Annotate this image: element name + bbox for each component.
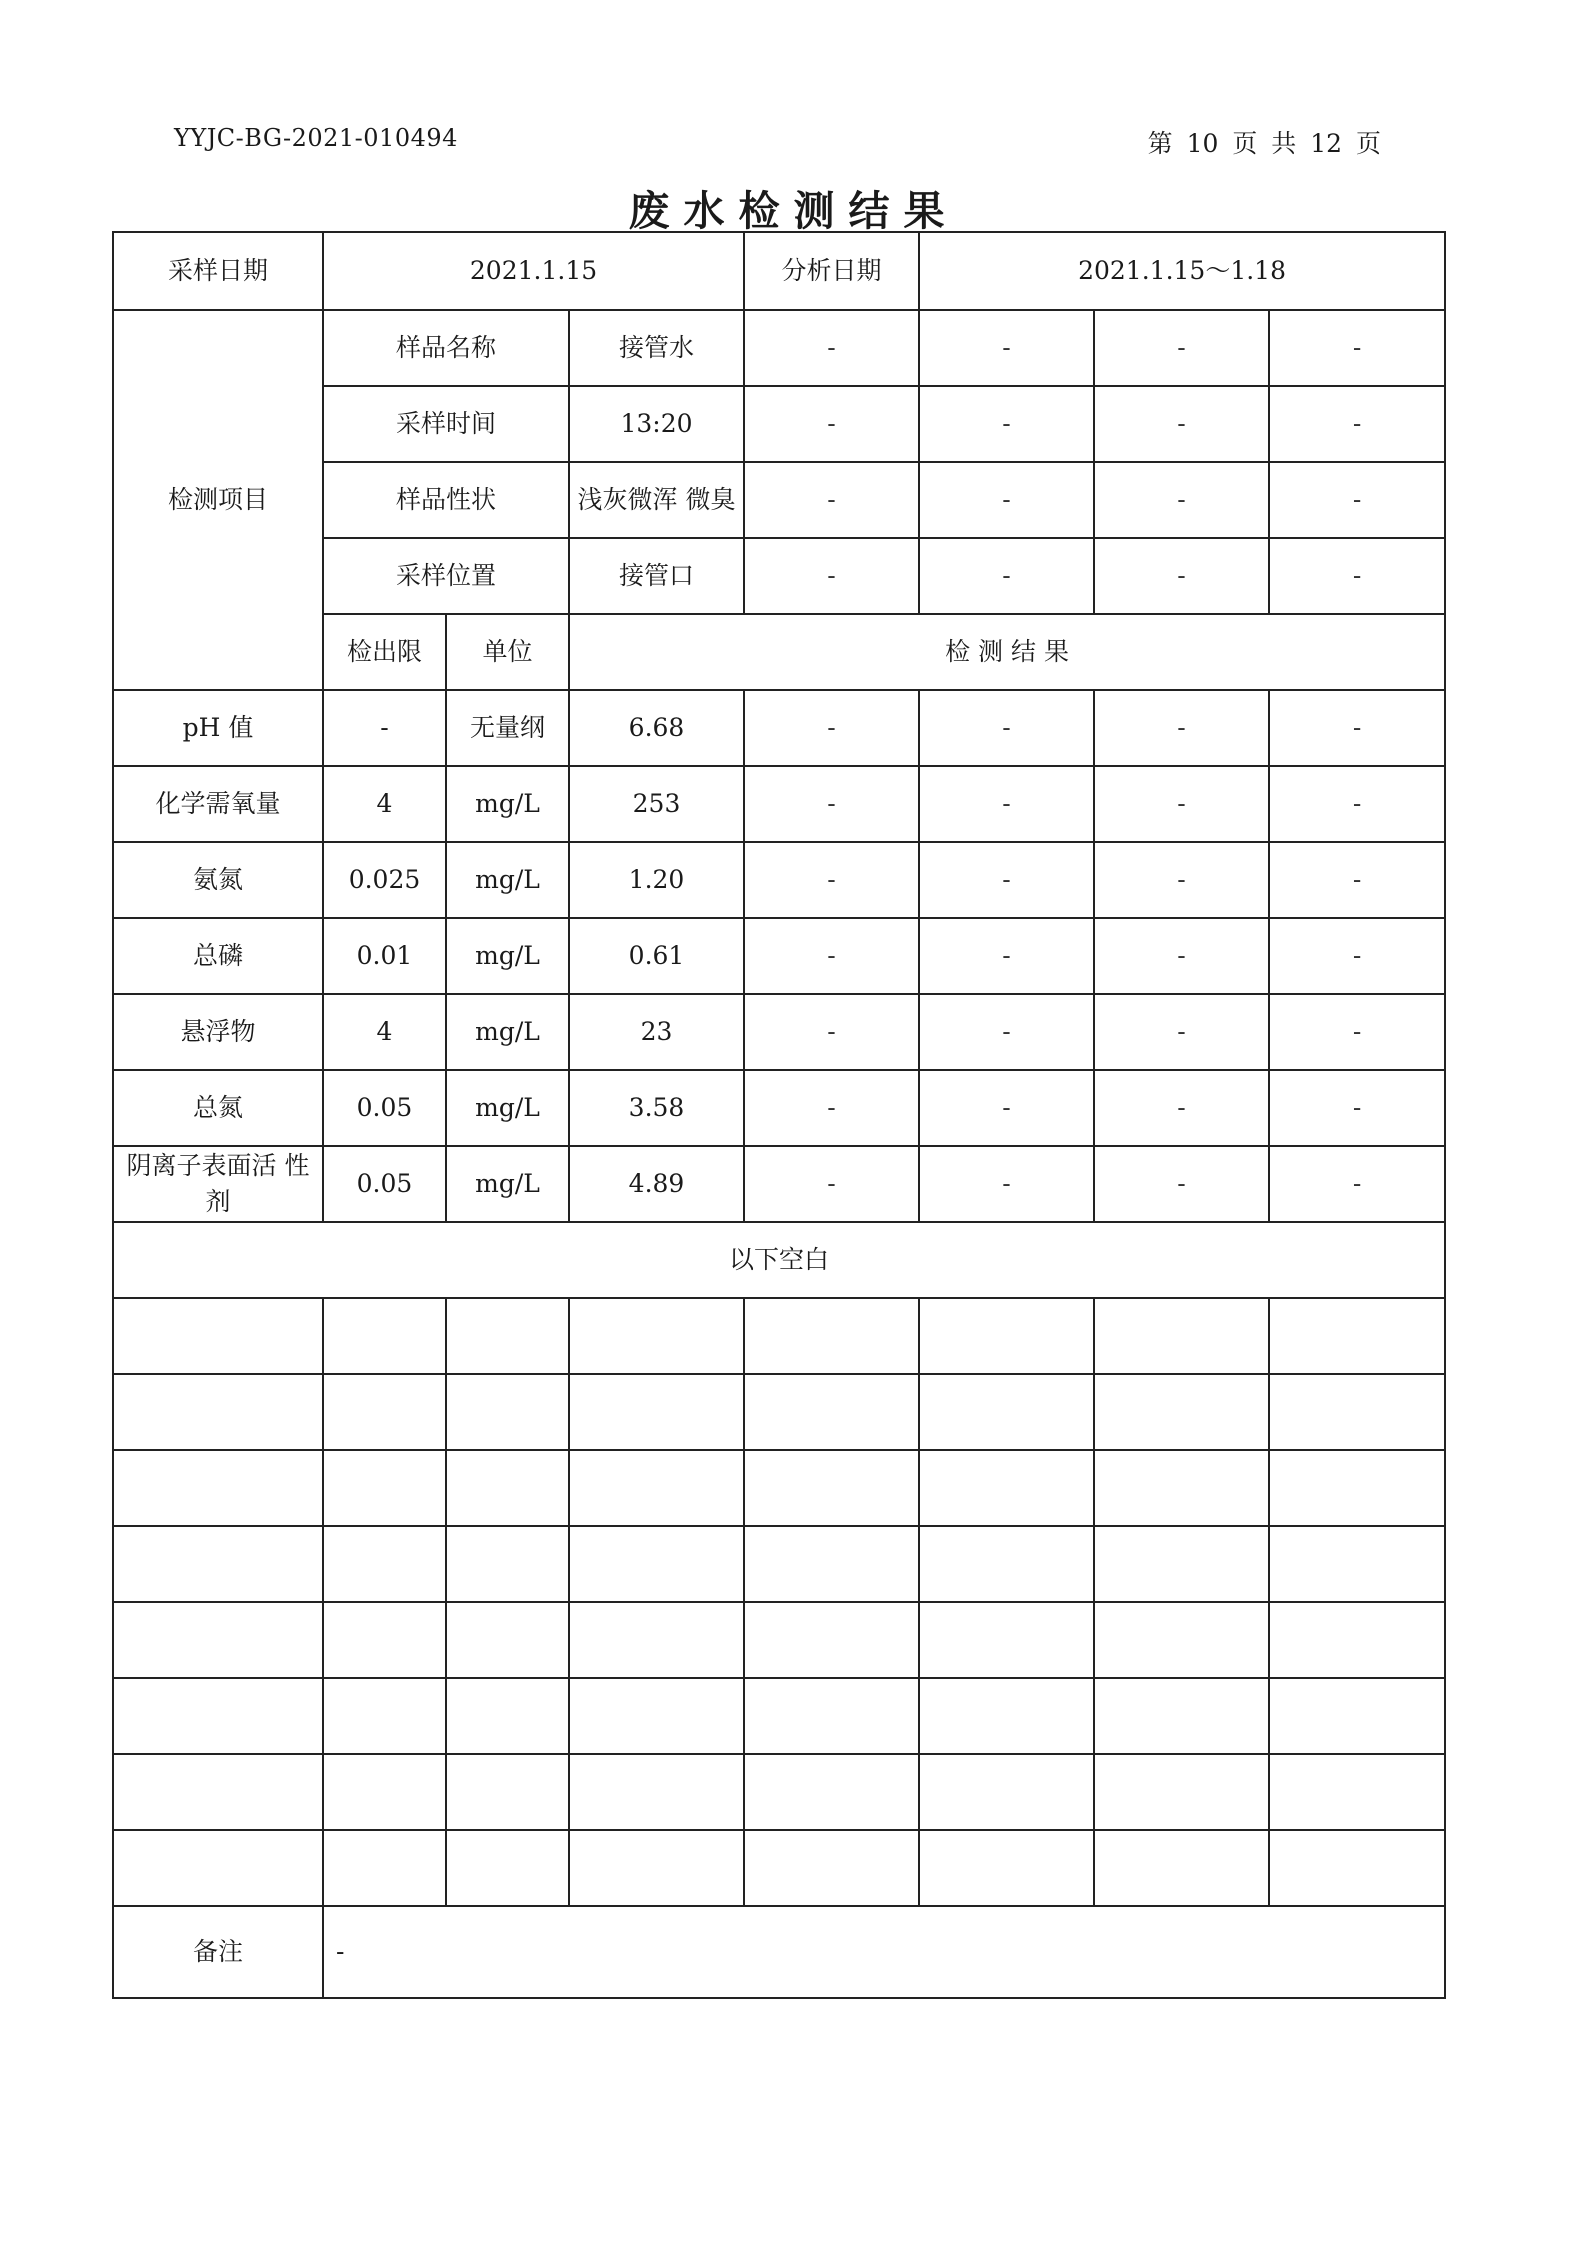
result-value: 4.89 xyxy=(569,1146,744,1222)
col-unit-header: 单位 xyxy=(446,614,569,690)
empty-dash-cell: - xyxy=(1269,842,1445,918)
empty-dash-cell: - xyxy=(1094,766,1269,842)
empty-dash-cell: - xyxy=(1269,538,1445,614)
empty-dash-cell: - xyxy=(1269,386,1445,462)
sampling-date-value: 2021.1.15 xyxy=(323,232,744,310)
result-item-name: 阴离子表面活 性剂 xyxy=(113,1146,323,1222)
empty-cell xyxy=(1269,1830,1445,1906)
sample-field-label: 样品性状 xyxy=(323,462,569,538)
empty-cell xyxy=(446,1830,569,1906)
empty-row xyxy=(113,1374,1445,1450)
empty-dash-cell: - xyxy=(744,1070,919,1146)
empty-cell xyxy=(744,1602,919,1678)
result-row xyxy=(113,690,1445,766)
result-unit: mg/L xyxy=(446,1070,569,1146)
result-item-name: 氨氮 xyxy=(113,842,323,918)
empty-dash-cell: - xyxy=(744,1146,919,1222)
empty-cell xyxy=(323,1602,446,1678)
empty-row xyxy=(113,1450,1445,1526)
empty-cell xyxy=(1094,1678,1269,1754)
empty-cell xyxy=(919,1298,1094,1374)
date-row xyxy=(113,232,1445,310)
empty-cell xyxy=(113,1602,323,1678)
empty-cell xyxy=(446,1374,569,1450)
result-detection-limit: 0.05 xyxy=(323,1070,446,1146)
result-row xyxy=(113,842,1445,918)
empty-cell xyxy=(569,1602,744,1678)
empty-cell xyxy=(744,1374,919,1450)
result-value: 253 xyxy=(569,766,744,842)
sample-field-label: 样品名称 xyxy=(323,310,569,386)
empty-dash-cell: - xyxy=(1094,690,1269,766)
result-row xyxy=(113,994,1445,1070)
empty-cell xyxy=(1269,1374,1445,1450)
empty-dash-cell: - xyxy=(1269,918,1445,994)
sample-info-row xyxy=(113,310,1445,386)
empty-dash-cell: - xyxy=(1269,994,1445,1070)
result-value: 0.61 xyxy=(569,918,744,994)
empty-cell xyxy=(1094,1374,1269,1450)
empty-dash-cell: - xyxy=(1269,462,1445,538)
empty-cell xyxy=(113,1374,323,1450)
empty-cell xyxy=(1269,1298,1445,1374)
empty-row xyxy=(113,1754,1445,1830)
empty-dash-cell: - xyxy=(1094,1146,1269,1222)
empty-cell xyxy=(446,1450,569,1526)
result-value: 3.58 xyxy=(569,1070,744,1146)
empty-dash-cell: - xyxy=(744,386,919,462)
report-number: YYJC-BG-2021-010494 xyxy=(174,124,458,152)
empty-cell xyxy=(446,1602,569,1678)
empty-cell xyxy=(446,1678,569,1754)
sample-field-value: 接管口 xyxy=(569,538,744,614)
empty-cell xyxy=(1094,1526,1269,1602)
empty-cell xyxy=(446,1298,569,1374)
result-detection-limit: 0.01 xyxy=(323,918,446,994)
empty-dash-cell: - xyxy=(1094,918,1269,994)
empty-cell xyxy=(569,1526,744,1602)
empty-cell xyxy=(919,1374,1094,1450)
empty-cell xyxy=(1094,1754,1269,1830)
sample-field-value: 接管水 xyxy=(569,310,744,386)
remarks-label: 备注 xyxy=(113,1906,323,1998)
empty-cell xyxy=(113,1678,323,1754)
blank-marker-row xyxy=(113,1222,1445,1298)
empty-dash-cell: - xyxy=(744,994,919,1070)
empty-cell xyxy=(1269,1754,1445,1830)
empty-cell xyxy=(569,1754,744,1830)
col-limit-header: 检出限 xyxy=(323,614,446,690)
empty-dash-cell: - xyxy=(919,690,1094,766)
page-indicator: 第 10 页 共 12 页 xyxy=(1147,129,1381,158)
sample-field-label: 采样时间 xyxy=(323,386,569,462)
empty-dash-cell: - xyxy=(1094,310,1269,386)
result-detection-limit: - xyxy=(323,690,446,766)
empty-cell xyxy=(446,1526,569,1602)
empty-cell xyxy=(323,1678,446,1754)
result-item-name: pH 值 xyxy=(113,690,323,766)
empty-cell xyxy=(113,1754,323,1830)
empty-cell xyxy=(919,1678,1094,1754)
empty-cell xyxy=(1094,1830,1269,1906)
empty-row xyxy=(113,1602,1445,1678)
empty-dash-cell: - xyxy=(919,462,1094,538)
empty-dash-cell: - xyxy=(919,538,1094,614)
empty-cell xyxy=(323,1298,446,1374)
empty-cell xyxy=(323,1526,446,1602)
empty-dash-cell: - xyxy=(1269,766,1445,842)
empty-dash-cell: - xyxy=(1094,1070,1269,1146)
empty-cell xyxy=(113,1830,323,1906)
empty-dash-cell: - xyxy=(919,1070,1094,1146)
empty-cell xyxy=(323,1374,446,1450)
empty-cell xyxy=(569,1374,744,1450)
empty-cell xyxy=(919,1526,1094,1602)
empty-cell xyxy=(569,1450,744,1526)
empty-cell xyxy=(323,1754,446,1830)
empty-cell xyxy=(744,1526,919,1602)
empty-cell xyxy=(323,1830,446,1906)
sample-field-value: 浅灰微浑 微臭 xyxy=(569,462,744,538)
empty-cell xyxy=(569,1830,744,1906)
result-value: 1.20 xyxy=(569,842,744,918)
empty-dash-cell: - xyxy=(1269,310,1445,386)
empty-cell xyxy=(1094,1298,1269,1374)
empty-cell xyxy=(113,1298,323,1374)
result-item-name: 化学需氧量 xyxy=(113,766,323,842)
empty-dash-cell: - xyxy=(1269,1146,1445,1222)
result-row xyxy=(113,766,1445,842)
empty-cell xyxy=(1269,1678,1445,1754)
empty-row xyxy=(113,1298,1445,1374)
result-detection-limit: 0.05 xyxy=(323,1146,446,1222)
empty-cell xyxy=(113,1526,323,1602)
result-unit: 无量纲 xyxy=(446,690,569,766)
empty-dash-cell: - xyxy=(919,766,1094,842)
empty-cell xyxy=(569,1678,744,1754)
result-unit: mg/L xyxy=(446,1146,569,1222)
empty-dash-cell: - xyxy=(1269,1070,1445,1146)
results-table xyxy=(112,231,1446,1999)
empty-dash-cell: - xyxy=(1094,994,1269,1070)
analysis-date-label: 分析日期 xyxy=(744,232,919,310)
result-unit: mg/L xyxy=(446,994,569,1070)
result-item-name: 总磷 xyxy=(113,918,323,994)
empty-dash-cell: - xyxy=(1094,538,1269,614)
remarks-row xyxy=(113,1906,1445,1998)
empty-dash-cell: - xyxy=(919,842,1094,918)
empty-cell xyxy=(323,1450,446,1526)
empty-cell xyxy=(446,1754,569,1830)
empty-cell xyxy=(919,1830,1094,1906)
sample-field-label: 采样位置 xyxy=(323,538,569,614)
empty-cell xyxy=(569,1298,744,1374)
empty-cell xyxy=(1269,1450,1445,1526)
sampling-date-label: 采样日期 xyxy=(113,232,323,310)
empty-dash-cell: - xyxy=(919,918,1094,994)
items-label: 检测项目 xyxy=(113,310,323,690)
empty-dash-cell: - xyxy=(1094,842,1269,918)
empty-row xyxy=(113,1830,1445,1906)
result-row xyxy=(113,1070,1445,1146)
result-detection-limit: 4 xyxy=(323,994,446,1070)
empty-cell xyxy=(744,1830,919,1906)
empty-cell xyxy=(919,1450,1094,1526)
result-unit: mg/L xyxy=(446,842,569,918)
result-unit: mg/L xyxy=(446,918,569,994)
empty-cell xyxy=(1269,1526,1445,1602)
empty-row xyxy=(113,1678,1445,1754)
result-row xyxy=(113,918,1445,994)
empty-row xyxy=(113,1526,1445,1602)
empty-cell xyxy=(744,1678,919,1754)
empty-dash-cell: - xyxy=(744,766,919,842)
empty-dash-cell: - xyxy=(1094,462,1269,538)
empty-dash-cell: - xyxy=(744,690,919,766)
col-results-header: 检 测 结 果 xyxy=(569,614,1445,690)
remarks-value: - xyxy=(323,1906,1445,1998)
empty-dash-cell: - xyxy=(744,310,919,386)
result-row xyxy=(113,1146,1445,1222)
analysis-date-value: 2021.1.15～1.18 xyxy=(919,232,1445,310)
empty-dash-cell: - xyxy=(744,462,919,538)
empty-dash-cell: - xyxy=(744,842,919,918)
empty-cell xyxy=(113,1450,323,1526)
empty-dash-cell: - xyxy=(744,538,919,614)
empty-cell xyxy=(1094,1602,1269,1678)
empty-cell xyxy=(919,1754,1094,1830)
page-title: 废水检测结果 xyxy=(628,187,959,235)
empty-cell xyxy=(744,1754,919,1830)
empty-dash-cell: - xyxy=(919,310,1094,386)
result-detection-limit: 4 xyxy=(323,766,446,842)
empty-cell xyxy=(1094,1450,1269,1526)
empty-dash-cell: - xyxy=(919,1146,1094,1222)
sample-field-value: 13:20 xyxy=(569,386,744,462)
empty-dash-cell: - xyxy=(919,994,1094,1070)
empty-cell xyxy=(744,1298,919,1374)
empty-cell xyxy=(744,1450,919,1526)
result-unit: mg/L xyxy=(446,766,569,842)
empty-dash-cell: - xyxy=(1269,690,1445,766)
result-item-name: 总氮 xyxy=(113,1070,323,1146)
empty-dash-cell: - xyxy=(919,386,1094,462)
blank-below-label: 以下空白 xyxy=(113,1222,1445,1298)
result-value: 6.68 xyxy=(569,690,744,766)
result-value: 23 xyxy=(569,994,744,1070)
result-detection-limit: 0.025 xyxy=(323,842,446,918)
empty-cell xyxy=(1269,1602,1445,1678)
empty-dash-cell: - xyxy=(744,918,919,994)
result-item-name: 悬浮物 xyxy=(113,994,323,1070)
empty-dash-cell: - xyxy=(1094,386,1269,462)
empty-cell xyxy=(919,1602,1094,1678)
